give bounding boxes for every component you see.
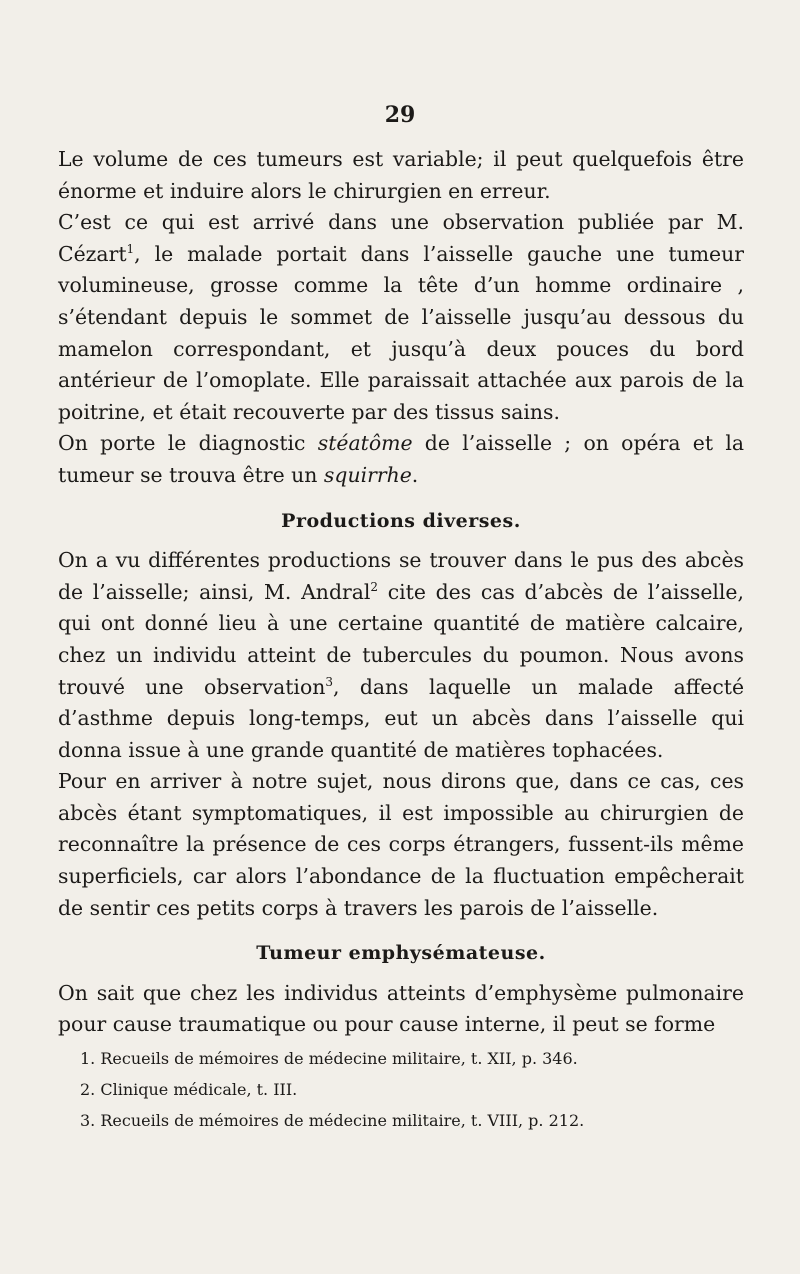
text-fragment: C’est ce qui est arrivé dans une observation publiée par M. Cézart	[58, 210, 744, 266]
section-heading-productions: Productions diverses.	[281, 509, 521, 532]
footnote-3: 3. Recueils de mémoires de médecine militaire, t. VIII, p. 212.	[80, 1111, 585, 1130]
text-fragment: On a vu différentes productions se trouver dans le pus des abcès de l’aisselle; ainsi, M. Andral	[58, 548, 744, 604]
text-fragment: On porte le diagnostic	[58, 431, 318, 456]
term-squirrhe: squirrhe	[323, 462, 412, 487]
footnote-ref-3: 3	[325, 674, 334, 689]
section-heading-emphysema: Tumeur emphysémateuse.	[256, 942, 546, 965]
footnote-2: 2. Clinique médicale, t. III.	[80, 1080, 298, 1099]
text-fragment: de l’aisselle ; on opéra et la tumeur se trouva être un	[58, 431, 744, 487]
paragraph-symptomatic: Pour en arriver à notre sujet, nous dirons que, dans ce cas, ces abcès étant symptomatiques, il est impossible au chirurgien de reconnaître la présence de ces corps étrangers, fussent-ils même superficiels, car alors l’abondance de la fluctuation empêcherait de sentir ces petits corps à travers les parois de l’aisselle.	[58, 769, 744, 920]
text-fragment: , dans laquelle un malade affecté d’asthme depuis long-temps, eut un abcès dans l’aisselle qui donna issue à une grande quantité de matières tophacées.	[58, 674, 745, 762]
term-steatome: stéatôme	[317, 431, 413, 456]
paragraph-diagnostic	[58, 428, 744, 491]
footnote-ref-2: 2	[370, 579, 379, 594]
text-fragment: cite des cas d’abcès de l’aisselle, qui ont donné lieu à une certaine quantité de matière calcaire, chez un individu atteint de tubercules du poumon. Nous avons trouvé une observation	[58, 579, 744, 699]
footnote-1: 1. Recueils de mémoires de médecine militaire, t. XII, p. 346.	[80, 1049, 578, 1068]
page-number: 29	[384, 102, 416, 128]
text-fragment: .	[411, 462, 419, 487]
text-fragment: , le malade portait dans l’aisselle gauche une tumeur volumineuse, grosse comme la tête d’un homme ordinaire , s’étendant depuis le sommet de l’aisselle jusqu’au dessous du mamelon correspondant, et jusqu’à deux pouces du bord antérieur de l’omoplate. Elle paraissait attachée aux parois de la poitrine, et était recouverte par des tissus sains.	[58, 241, 744, 424]
paragraph-emphysema: On sait que chez les individus atteints d’emphysème pulmonaire pour cause traumatique ou pour cause interne, il peut se forme	[58, 980, 744, 1037]
footnote-ref-1: 1	[126, 241, 135, 256]
main-text	[58, 144, 744, 1041]
paragraph-productions	[58, 545, 744, 766]
paragraph-volume: Le volume de ces tumeurs est variable; il peut quelquefois être énorme et induire alors le chirurgien en erreur.	[58, 147, 744, 203]
paragraph-cezart	[58, 207, 744, 428]
footnotes	[80, 1043, 740, 1136]
